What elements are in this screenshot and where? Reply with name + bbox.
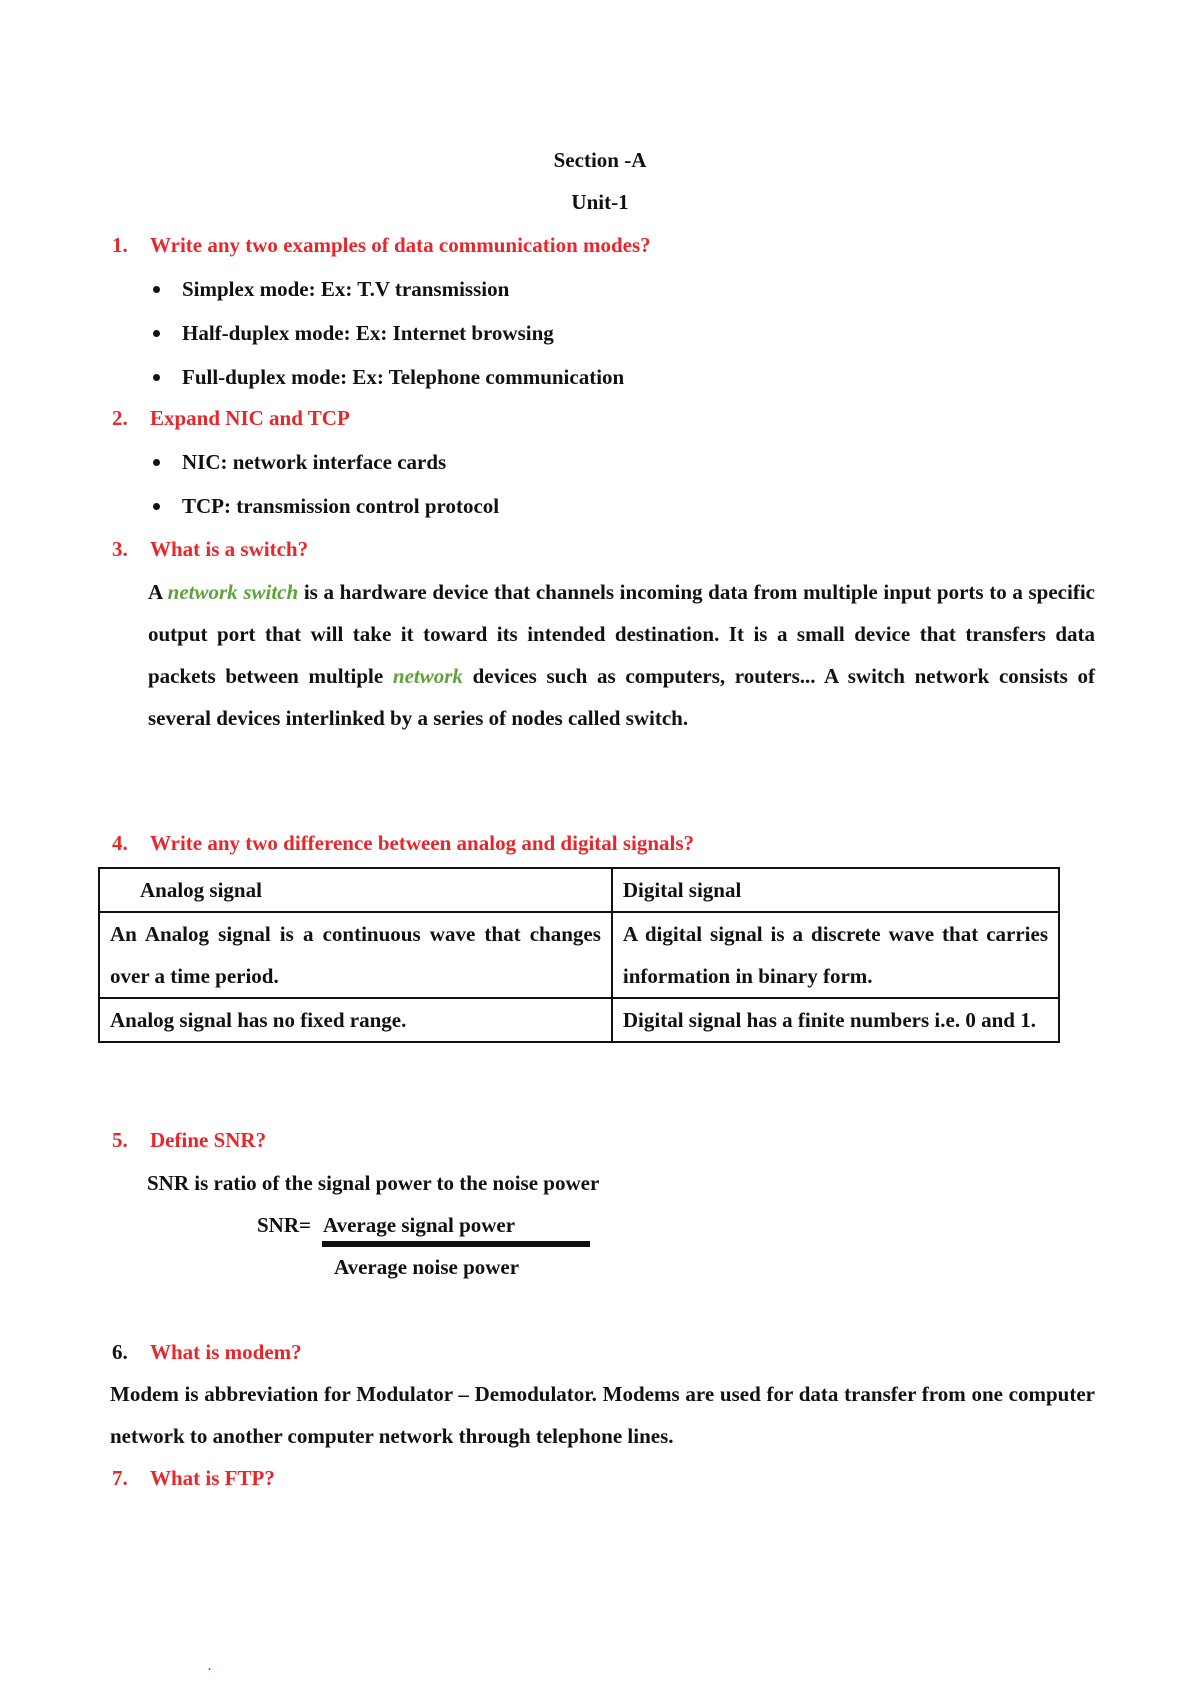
- q6-number: 6.: [112, 1340, 128, 1364]
- q3-answer: [148, 571, 1095, 739]
- table-cell: A digital signal is a discrete wave that carries information in binary form.: [612, 912, 1059, 998]
- q2-question: Expand NIC and TCP: [150, 406, 350, 430]
- fraction-bar: [322, 1241, 590, 1247]
- q4-question: Write any two difference between analog and digital signals?: [150, 831, 695, 855]
- comparison-table: [98, 867, 1060, 1043]
- q2-number: 2.: [112, 406, 128, 430]
- table-row: [99, 912, 1059, 998]
- footer-mark: .: [208, 1659, 211, 1673]
- bullet-icon: [153, 503, 160, 510]
- snr-formula-lhs: SNR=: [257, 1213, 311, 1237]
- q5-question: Define SNR?: [150, 1128, 267, 1152]
- q3-answer-part2: devices such as computers, routers... A switch network consists of several devices interlinked by a series of nodes called switch.: [148, 664, 1095, 730]
- q1-number: 1.: [112, 233, 128, 257]
- q3-question: What is a switch?: [150, 537, 309, 561]
- bullet-icon: [153, 330, 160, 337]
- q5-answer: SNR is ratio of the signal power to the noise power: [147, 1171, 600, 1195]
- q6-question: What is modem?: [150, 1340, 302, 1364]
- table-header-cell: Digital signal: [612, 868, 1059, 912]
- q5-number: 5.: [112, 1128, 128, 1152]
- q2-item: TCP: transmission control protocol: [182, 494, 500, 518]
- section-title: Section -A: [553, 148, 647, 172]
- q1-question: Write any two examples of data communication modes?: [150, 233, 651, 257]
- bullet-icon: [153, 459, 160, 466]
- q7-number: 7.: [112, 1466, 128, 1490]
- q3-answer-part1: is a hardware device that channels incoming data from multiple input ports to a specific output port that will take it toward its intended destination. It is a small device that transfers data packets between multiple: [148, 580, 1095, 688]
- snr-numerator: Average signal power: [323, 1213, 516, 1237]
- q1-item: Full-duplex mode: Ex: Telephone communication: [182, 365, 625, 389]
- bullet-icon: [153, 374, 160, 381]
- table-header-row: [99, 868, 1059, 912]
- q3-number: 3.: [112, 537, 128, 561]
- unit-title: Unit-1: [571, 190, 629, 214]
- snr-denominator: Average noise power: [334, 1255, 520, 1279]
- q4-number: 4.: [112, 831, 128, 855]
- q3-term-network-switch: network switch: [167, 580, 299, 604]
- q1-item: Half-duplex mode: Ex: Internet browsing: [182, 321, 554, 345]
- q7-question: What is FTP?: [150, 1466, 275, 1490]
- q6-answer: Modem is abbreviation for Modulator – Demodulator. Modems are used for data transfer from one computer network to another computer network through telephone lines.: [110, 1382, 1095, 1448]
- table-cell: An Analog signal is a continuous wave that changes over a time period.: [99, 912, 612, 998]
- table-row: [99, 998, 1059, 1042]
- table-cell: Digital signal has a finite numbers i.e. 0 and 1.: [612, 998, 1059, 1042]
- q1-item: Simplex mode: Ex: T.V transmission: [182, 277, 510, 301]
- q3-answer-prefix: A: [148, 580, 168, 604]
- table-header-cell: Analog signal: [99, 868, 612, 912]
- q3-term-network: network: [392, 664, 463, 688]
- q2-item: NIC: network interface cards: [182, 450, 447, 474]
- bullet-icon: [153, 286, 160, 293]
- table-cell: Analog signal has no fixed range.: [99, 998, 612, 1042]
